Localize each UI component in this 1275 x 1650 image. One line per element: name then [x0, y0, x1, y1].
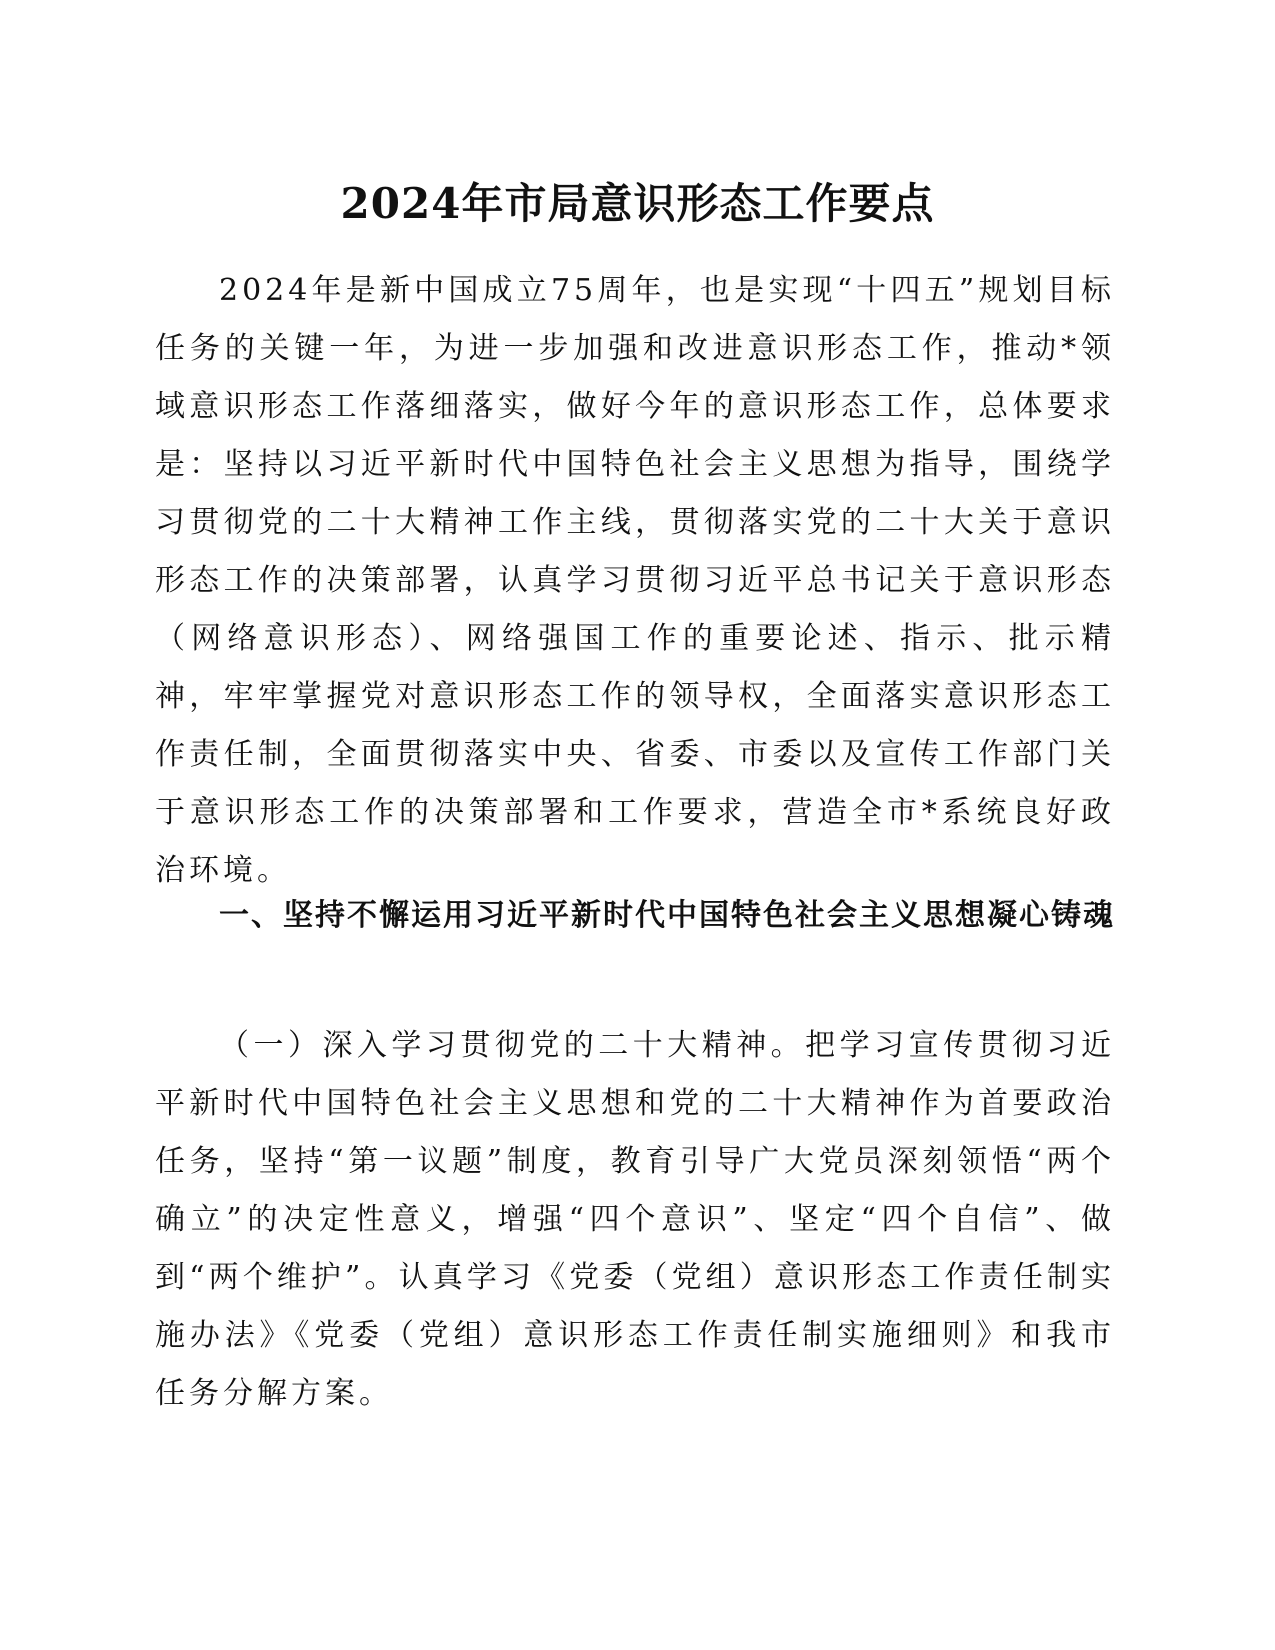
subsection-paragraph-1: [155, 1017, 1115, 1423]
intro-paragraph: 2024年是新中国成立75周年，也是实现“十四五”规划目标任务的关键一年，为进一步加强和改进意识形态工作，推动*领域意识形态工作落细落实，做好今年的意识形态工作，总体要求是：坚持以习近平新时代中国特色社会主义思想为指导，围绕学习贯彻党的二十大精神工作主线，贯彻落实党的二十大关于意识形态工作的决策部署，认真学习贯彻习近平总书记关于意识形态（网络意识形态）、网络强国工作的重要论述、指示、批示精神，牢牢掌握党对意识形态工作的领导权，全面落实意识形态工作责任制，全面贯彻落实中央、省委、市委以及宣传工作部门关于意识形态工作的决策部署和工作要求，营造全市*系统良好政治环境。: [155, 273, 1115, 888]
document-title: 2024年市局意识形态工作要点: [340, 179, 935, 228]
section-heading-1: 一、坚持不懈运用习近平新时代中国特色社会主义思想凝心铸魂: [219, 898, 1115, 933]
subsection-lead: （一）深入学习贯彻党的二十大精神。: [219, 1028, 806, 1063]
subsection-text: 把学习宣传贯彻习近平新时代中国特色社会主义思想和党的二十大精神作为首要政治任务，坚持“第一议题”制度，教育引导广大党员深刻领悟“两个确立”的决定性意义，增强“四个意识”、坚定“四个自信”、做到“两个维护”。认真学习《党委（党组）意识形态工作责任制实施办法》《党委（党组）意识形态工作责任制实施细则》和我市任务分解方案。: [155, 1028, 1116, 1411]
